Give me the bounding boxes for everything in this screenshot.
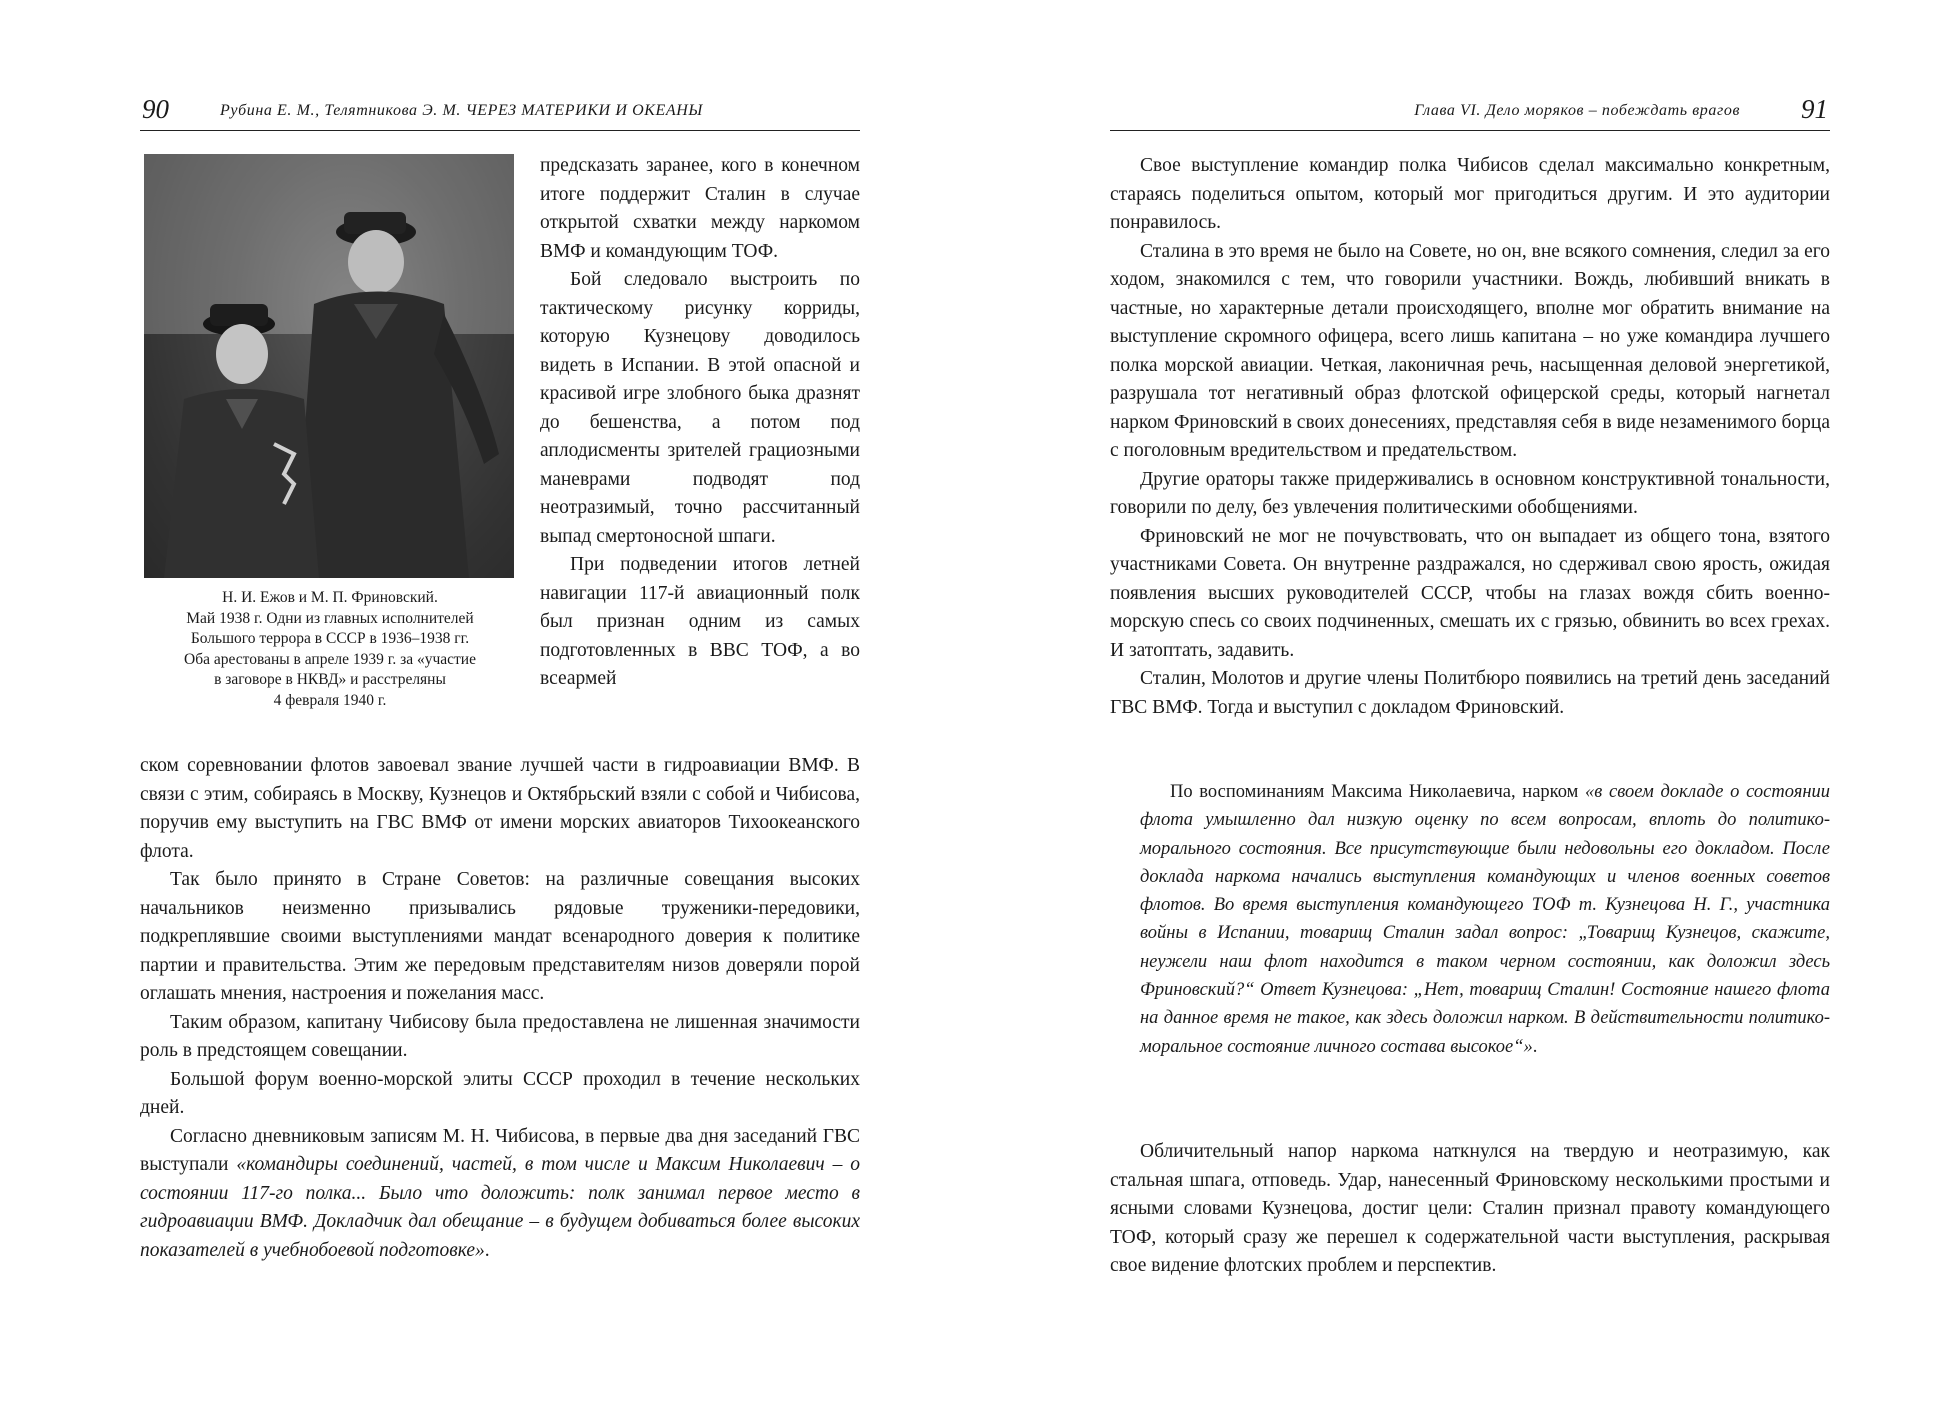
caption-line: 4 февраля 1940 г. [273, 691, 387, 709]
memoir-quote-block [1140, 778, 1830, 1061]
quote-intro: По воспоминаниям Максима Николаевича, нарком [1170, 782, 1586, 802]
paragraph: предсказать заранее, кого в конечном итоге поддержит Сталин в случае открытой схватки между наркомом ВМФ и командующим ТОФ. [540, 155, 860, 262]
paragraph: Свое выступление командир полка Чибисов сделал максимально конкретным, стараясь поделиться опытом, который мог пригодиться другим. И это аудитории понравилось. [1110, 155, 1830, 233]
right-page [1110, 0, 1830, 1417]
paragraph: Большой форум военно-морской элиты СССР проходил в течение нескольких дней. [140, 1068, 860, 1118]
paragraph-with-quote [140, 1123, 860, 1266]
photo-figures [144, 154, 514, 578]
caption-line: в заговоре в НКВД» и расстреляны [214, 671, 446, 688]
caption-line: Май 1938 г. Одни из главных исполнителей [186, 609, 474, 627]
left-running-head: Рубина Е. М., Телятникова Э. М. ЧЕРЕЗ МАТЕРИКИ И ОКЕАНЫ [220, 102, 703, 119]
paragraph: Таким образом, капитану Чибисову была предоставлена не лишенная значимости роль в предстоящем совещании. [140, 1011, 860, 1061]
paragraph: Фриновский не мог не почувствовать, что он выпадает из общего тона, взятого участниками Совета. Он внутренне раздражался, но сдерживал свою ярость, ожидая появления высших руководителей СССР, чтобы на глазах вождя сбить военно-морскую спесь со своих подчиненных, смешать их с грязью, обвинить во всех грехах. И затоптать, задавить. [1110, 525, 1830, 661]
right-page-number: 91 [1801, 94, 1828, 124]
left-page-header [140, 96, 860, 131]
paragraph: ском соревновании флотов завоевал звание лучшей части в гидроавиации ВМФ. В связи с этим, собираясь в Москву, Кузнецов и Октябрьский взяли с собой и Чибисова, поручив ему выступить на ГВС ВМФ от имени морских авиаторов Тихоокеанского флота. [140, 755, 860, 862]
quote-text: «в своем докладе о состоянии флота умышленно дал низкую оценку по всем вопросам, вплоть до политико-морального состояния. Все присутствующие были недовольны его докладом. После доклада наркома начались выступления командующих и членов военных советов флотов. Во время выступления командующего ТОФ т. Кузнецова Н. Г., участника войны в Испании, товарищ Сталин задал вопрос: „Товарищ Кузнецов, скажите, неужели наш флот находится в таком черном состоянии, как доложил здесь Фриновский?“ Ответ Кузнецова: „Нет, товарищ Сталин! Состояние нашего флота на данное время не такое, как здесь доложил нарком. В действительности политико-моральное состояние личного состава высокое“» [1140, 782, 1830, 1057]
paragraph: Так было принято в Стране Советов: на различные совещания высоких начальников неизменно призывались рядовые труженики-передовики, подкреплявшие своими выступлениями мандат всенародного доверия к политике партии и правительства. Этим же передовым представителям низов доверяли порой оглашать мнения, настроения и пожелания масс. [140, 869, 860, 1004]
caption-line: Большого террора в СССР в 1936–1938 гг. [190, 630, 470, 647]
right-running-head: Глава VI. Дело моряков – побеждать врагов [1414, 102, 1740, 119]
paragraph: Сталина в это время не было на Совете, но он, вне всякого сомнения, следил за его ходом, знакомился с тем, что говорили участники. Вождь, любивший вникать в частные, но характерные детали происходящего, вполне мог обратить внимание на выступление скромного офицера, всего лишь капитана – но уже командира лучшего полка морской авиации. Четкая, лаконичная речь, насыщенная деловой энергетикой, разрушала тот негативный образ флотской офицерской среды, который нагнетал нарком Фриновский в своих донесениях, представляя себя в виде незаменимого борца с поголовным вредительством и предательством. [1110, 240, 1830, 461]
quote-end: . [1532, 1036, 1538, 1057]
historical-photo [144, 154, 514, 578]
paragraph: При подведении итогов летней навигации 117-й авиационный полк был признан одним из самых подготовленных в ВВС ТОФ, а во всеармей [540, 554, 860, 689]
left-column-text [540, 152, 860, 694]
left-page [140, 0, 860, 1417]
left-page-number: 90 [142, 94, 169, 124]
paragraph-text: Согласно дневниковым записям М. Н. Чибисова, в первые два дня заседаний ГВС выступали [140, 1125, 860, 1175]
paragraph-end: . [484, 1239, 490, 1261]
quote-paragraph [1140, 778, 1830, 1061]
photo-caption [140, 588, 520, 711]
paragraph: Обличительный напор наркома наткнулся на твердую и неотразимую, как стальная шпага, отповедь. Удар, нанесенный Фриновскому несколькими простыми и ясными словами Кузнецова, достиг цели: Сталин признал правоту командующего ТОФ, который сразу же перешел к содержательной части выступления, раскрывая свое видение флотских проблем и перспектив. [1110, 1141, 1830, 1276]
caption-line: Оба арестованы в апреле 1939 г. за «участие [184, 650, 476, 668]
right-closing-text [1110, 1138, 1830, 1281]
diary-quote: «командиры соединений, частей, в том числе и Максим Николаевич – о состоянии 117-го полка... Было что доложить: полк занимал первое место в гидроавиации ВМФ. Докладчик дал обещание – в будущем добиваться более высоких показателей в учебнобоевой подготовке» [140, 1154, 860, 1261]
paragraph: Бой следовало выстроить по тактическому рисунку корриды, которую Кузнецову доводилось видеть в Испании. В этой опасной и красивой игре злобного быка дразнят до бешенства, а потом под аплодисменты зрителей грациозными маневрами подводят под неотразимый, точно рассчитанный выпад смертоносной шпаги. [540, 269, 860, 547]
right-main-text [1110, 152, 1830, 722]
paragraph: Другие ораторы также придерживались в основном конструктивной тональности, говорили по делу, без увлечения политическими обобщениями. [1110, 468, 1830, 518]
right-page-header [1110, 96, 1830, 131]
left-full-width-text [140, 752, 860, 1265]
caption-line: Н. И. Ежов и М. П. Фриновский. [222, 589, 438, 606]
paragraph: Сталин, Молотов и другие члены Политбюро появились на третий день заседаний ГВС ВМФ. Тогда и выступил с докладом Фриновский. [1110, 668, 1830, 718]
